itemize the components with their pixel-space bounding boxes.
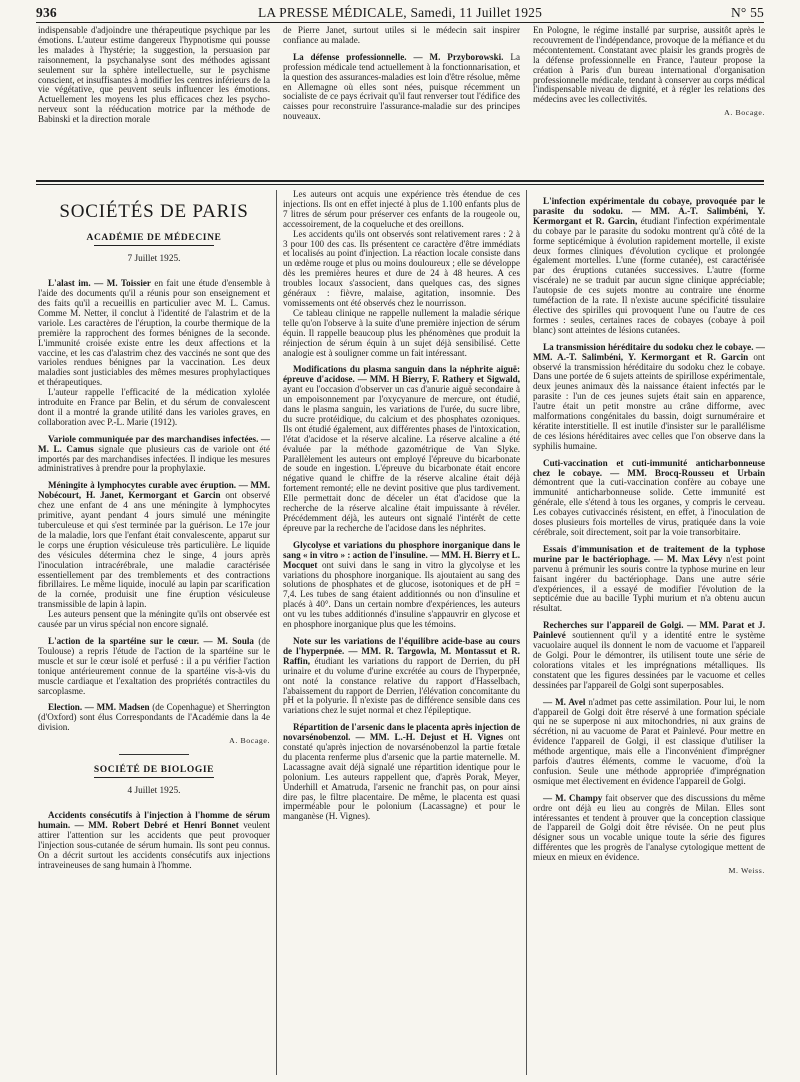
signature: A. Bocage. [229, 736, 270, 746]
article-paragraph [38, 811, 270, 870]
article-title: Modifications du plasma sanguin dans la néphrite aiguë: épreuve d'acidose. — MM. H Bierry, F. Rathery et Sigwald, [283, 364, 520, 385]
article-paragraph [38, 388, 270, 428]
article-body: (de Copenhague) et Sherrington (d'Oxford) sont élus Correspondants de l'Académie dans la 4e division. [38, 702, 270, 733]
article-title: Variole communiquée par des marchandises infectées. — M. L. Camus [38, 433, 270, 454]
article-body: Les auteurs pensent que la méningite qu'ils ont observée est causée par un virus spécial non encore signalé. [38, 609, 270, 630]
issue-number: N° 55 [730, 5, 764, 20]
column-divider [276, 190, 277, 1075]
top-column-1 [38, 26, 270, 174]
continuation-text: indispensable d'adjoindre une thérapeutique psychique par les émotions. L'auteur estime dangereux l'hypnotisme qui pousse les malades à l'hystérie; la suggestion, la persuasion par raisonnement, la psychanalyse sont des méthodes agissant seulement sur la sphère intellectuelle, sur le psychisme conscient, et insuffisantes à modifier les centres inférieurs de la vie végétative, que peuvent seuls influencer les émotions. Actuellement les moyens les plus efficaces chez les psycho-nerveux sont la rééducation motrice par la méthode de Babinski et la direction morale [38, 26, 270, 125]
continuation-text-3: En Pologne, le régime installé par surprise, aussitôt après le recouvrement de l'indépendance, provoque de la méfiance et du mécontentement. Constatant avec plaisir les grands progrès de la défense professionnelle en France, l'auteur propose la création à Paris d'un bureau international d'organisation professionnelle médicale, tendant à conserver au corps médical l'indispensable niveau de dignité, et à régler les relations des médecins avec les collectivités. [533, 26, 765, 105]
column-1 [38, 190, 270, 1078]
article-paragraph [283, 309, 520, 359]
article-paragraph [38, 435, 270, 475]
article-paragraph [38, 703, 270, 733]
article-paragraph [38, 481, 270, 610]
signature: M. Weiss. [728, 866, 765, 876]
article-body: en fait une étude d'ensemble à l'aide des documents qu'il a réunis pour son enseignement et des faits qu'il a recueillis en particulier avec M. L. Camus. Comme M. Netter, il conclut à l'identité de l'alastrim et de la variole. Les caractères de l'éruption, la courbe thermique de la première la rapprochent des formes bénignes de la seconde. L'immunité croisée existe entre les deux affections et la vaccine, et les cas d'alastrim chez des vaccinés ne sont que des varioles rendues bénignes par la vaccination. Les deux maladies sont justiciables des mêmes mesures prophylactiques et thérapeutiques. [38, 278, 270, 388]
article-title: Note sur les variations de l'équilibre acide-base au cours de l'hyperpnée. — MM. R. Targowla, M. Montassut et R. Raffin, [283, 635, 520, 666]
continuation-text-2: de Pierre Janet, surtout utiles si le médecin sait inspirer confiance au malade. [283, 26, 520, 45]
session-date: 7 Juillet 1925. [127, 254, 181, 265]
column-3 [533, 190, 765, 1078]
article-paragraph [283, 365, 520, 533]
article-title: L'action de la spartéine sur le cœur. — M. Soula [48, 635, 254, 646]
article-body: étudiant les variations du rapport de Derrien, du pH urinaire et du volume d'urine excrétée au cours de l'hyperpnée, ont noté la constance relative du rapport d'Hasselbach, l'abaissement du rapport de Derrien, l'élévation concomitante du pH et la polyurie. Il n'existe pas de différence sensible dans ces variations chez le sujet normal et chez l'épileptique. [283, 655, 520, 716]
article-title: Accidents consécutifs à l'injection à l'homme de sérum humain. — MM. Robert Debré et Henri Bonnet [38, 810, 270, 830]
column-2 [283, 190, 520, 1078]
article-body: ont observé chez une enfant de 4 ans une méningite à lymphocytes primitive, ayant pendant 4 jours simulé une méningite tuberculeuse et qui s'est terminée par la guérison. Le 17e jour de la maladie, lors que l'enfant était convalescente, apparut sur le corps une éruption vésiculeuse très particulière. Le liquide des vésicules détermina chez le singe, 4 jours après l'inoculation intracérébrale, une maladie caractérisée essentiellement par des tremblements et des contractions fibrillaires. Le même liquide, inoculé au lapin par scarification de la cornée, produisit une fine éruption vésiculeuse transmissible de lapin à lapin. [38, 490, 270, 610]
article-body: fait observer que des discussions du même ordre ont déjà eu lieu au congrès de Milan. Elles sont intéressantes et tendent à prouver que la conception classique de l'appareil de Golgi doit être révisée. On ne peut plus désigner sous un vocable unique toute la série des figures différentes que les progrès de l'analyse cytologique mettent de mieux en mieux en évidence. [533, 792, 765, 863]
article-paragraph [283, 541, 520, 630]
article-paragraph [283, 230, 520, 309]
article-title: La défense professionnelle. — M. Przyborowski. [293, 51, 504, 62]
article-paragraph [283, 723, 520, 822]
article-title: Essais d'immunisation et de traitement de la typhose murine par le bactériophage. — M. Max Lévy [533, 543, 765, 564]
article-body: ont suivi dans le sang in vitro la glycolyse et les variations du phosphore inorganique. Ils ajoutaient au sang des solutions de phosphates et de glucose, isotoniques et de pH = 7,4. Les tubes de sang étaient additionnés ou non d'insuline et placés à 40°. Dans un certain nombre d'expériences, les auteurs ont vu les tubes additionnés d'insuline s'appauvrir en glycose et en phosphore inorganique plus que les témoins. [283, 559, 520, 630]
article-body: soutiennent qu'il y a identité entre le système vacuolaire auquel ils donnent le nom de vacuome et l'appareil de Golgi. Pour le démontrer, ils utilisent toute une série de colorations vitales et les imprégnations métalliques. Ils constatent que les figures dessinées par le vacuome et celles dessinées par l'appareil de Golgi sont superposables. [533, 630, 765, 690]
article-title: La transmission héréditaire du sodoku chez le cobaye. — MM. A.-T. Salimbéni, Y. Kermorgant et R. Garcin [533, 341, 765, 362]
signature: A. Bocage. [724, 108, 765, 118]
article-body: L'auteur rappelle l'efficacité de la médication xylolée introduite en France par Belin, et du sérum de convalescent dont il a montré la grande utilité dans les varioles graves, en collaboration avec P.-L. Marie (1912). [38, 387, 270, 427]
article-body: signale que plusieurs cas de variole ont été importés par des marchandises infectées. Il indique les mesures administratives à prendre pour la prophylaxie. [38, 443, 270, 474]
article-body: La profession médicale tend actuellement à la fonctionnarisation, et la question des assurances-maladies est loin d'être résolue, même en Allemagne où elles sont nées, puisque récemment un socialiste de ce pays écrivait qu'il faut renverser tout l'édifice des caisses pour reconstruire l'assurance-maladie sur des principes nouveaux. [283, 51, 520, 122]
article-paragraph [38, 637, 270, 696]
article-paragraph [533, 621, 765, 690]
top-column-2 [283, 26, 520, 174]
header-rule [36, 22, 764, 23]
session-date: 4 Juillet 1925. [127, 785, 181, 796]
article-body: ayant eu l'occasion d'observer un cas d'anurie aiguë secondaire à un empoisonnement par l'oxycyanure de mercure, ont étudié, dans le plasma sanguin, les variations de l'urée, du sucre libre, du sucre protéidique, du calcium et des phosphates ozoniques. Ils ont étudié également, aux différentes phases de l'intoxication, l'état d'acidose et la réserve alcaline. La réserve alcaline a été évaluée par la méthode gazométrique de Van Slyke. Parallèlement les auteurs ont employé l'épreuve du bicarbonate de soude en ingestion. L'épreuve du bicarbonate était encore négative quand le chiffre de la réserve alcaline était déjà fortement remonté; elle ne devint positive que plus tardivement. Elle permettait donc de déceler un état d'acidose que la recherche de la réserve alcaline était impuissante à révéler. Précédemment déjà, les auteurs ont signalé l'intérêt de cette épreuve par la recherche de l'acidose dans les néphrites. [283, 384, 520, 533]
article-body: démontrent que la cuti-vaccination confère au cobaye une immunité anticharbonneuse solide. Cette immunité est générale, elle s'étend à tous les organes, y compris le cerveau. Les cobayes cutivaccinés résistent, en effet, à l'inoculation de doses plusieurs fois mortelles de virus, pratiquée dans la voie cérébrale, soit directement, soit par la voie transorbitaire. [533, 477, 765, 537]
article-title: Recherches sur l'appareil de Golgi. — MM. Parat et J. Painlevé [533, 620, 765, 641]
section-title: SOCIÉTÉS DE PARIS [59, 201, 249, 222]
article-title: L'alast im. — M. Toissier [48, 278, 151, 289]
article-body: ont observé la transmission héréditaire du sodoku chez le cobaye. Dans une portée de 6 sujets atteints de spirillose expérimentale, deux jeunes animaux dès la naissance étaient infectés par le parasite : l'un de ces jeunes sujets était sain en apparence, l'autre était un petit monstre au crâne difforme, avec malformations congénitales du bassin, doigt surnuméraire et kératite interstitielle. Il est inutile d'insister sur le parallélisme de ces lésions héréditaires avec celles que l'on observe dans la syphilis humaine. [533, 351, 765, 451]
top-column-3 [533, 26, 765, 176]
page-header [36, 2, 764, 22]
article-paragraph [533, 698, 765, 787]
column-divider [526, 190, 527, 1075]
article-paragraph [283, 190, 520, 230]
article-title: — M. Avel [543, 696, 586, 707]
journal-title: LA PRESSE MÉDICALE, Samedi, 11 Juillet 1925 [257, 5, 543, 20]
article-body: étudiant l'infection expérimentale du cobaye par le parasite du sodoku montrent qu'à côté de la forme septicémique à évolution rapidement mortelle, il existe deux formes cliniques d'évolution cyclique et prolongée également mortelles. L'une (forme cutanée), est caractérisée par des éruptions cutanées successives. L'autre (forme viscérale) ne se traduit par aucun signe clinique appréciable; l'autopsie de ces sujets montre au contraire une énorme tuméfaction de la rate. Il n'existe aucune spécificité tissulaire élective des spirilles qui provoquent l'une ou l'autre de ces formes : seules, certaines races de cobayes (cobaye à poil blanc) sont atteintes de lésions cutanées. [533, 215, 765, 335]
article-body: Les accidents qu'ils ont observés sont relativement rares : 2 à 3 pour 100 des cas. Ils présentent ce caractère d'être immédiats et localisés au point d'injection. La réaction locale consiste dans un œdème rouge et plus ou moins douloureux ; elle se développe dès les premières heures et dure de 24 à 48 heures. A ces troubles locaux s'associent, dans quelques cas, des signes généraux : fièvre, malaise, agitation, insomnie. Des vomissements ont été observés chez le nourrisson. [283, 228, 520, 308]
section-rule-thin [36, 184, 764, 185]
article-title: L'infection expérimentale du cobaye, provoquée par le parasite du sodoku. — MM. A.-T. Salimbéni, Y. Kermorgant et R. Garcin, [533, 196, 765, 226]
article-body: Les auteurs ont acquis une expérience très étendue de ces injections. Ils ont en effet injecté à plus de 1.100 enfants plus de 7 litres de sérum pour préserver ces enfants de la rougeole ou, accessoirement, de la coqueluche et des oreillons. [283, 190, 520, 229]
article-paragraph [533, 343, 765, 452]
article-paragraph [38, 279, 270, 388]
article-title: Méningite à lymphocytes curable avec éruption. — MM. Nobécourt, H. Janet, Kermorgant et Garcin [38, 480, 270, 501]
article-title: Cuti-vaccination et cuti-immunité anticharbonneuse chez le cobaye. — MM. Brocq-Rousseu et Urbain [533, 457, 765, 478]
article-body: (de Toulouse) a repris l'étude de l'action de la spartéine sur le muscle et sur le cœur isolé et perfusé : il a pu vérifier l'action tonique antérieurement connue de la spartéine vis-à-vis du muscle cardiaque et l'exaltation des propriétés contractiles du sarcoplasme. [38, 635, 270, 696]
article-body: n'admet pas cette assimilation. Pour lui, le nom d'appareil de Golgi doit être réservé à une formation spéciale qui ne se superpose ni aux mitochondries, ni aux grains de sécrétion, ni au vacuome de Parat et Painlevé. Pour mettre en évidence l'appareil de Golgi, il est classique d'utiliser la méthode argentique, mais elle a l'inconvénient d'imprégner parfois d'autres éléments, comme le vacuome, d'où la confusion. Seule une méthode appropriée d'imprégnation osmique met électivement en évidence l'appareil de Golgi. [533, 696, 765, 786]
article-body: n'est point parvenu à prémunir les souris contre la typhose murine en leur faisant ingérer du bactériophage. Dans une autre série d'expériences, il a essayé de modifier l'évolution de la septicémie due au bacille Typhi murium et n'a obtenu aucun résultat. [533, 553, 765, 614]
article-paragraph [38, 610, 270, 630]
article-paragraph [533, 545, 765, 614]
article-title: Election. — MM. Madsen [48, 702, 150, 713]
article-paragraph [533, 459, 765, 538]
article-paragraph [533, 794, 765, 863]
article-body: ont constaté qu'après injection de novarsénobenzol la partie fœtale du placenta renferme plus d'arsenic que la partie maternelle. M. Lacassagne avait déjà signalé une répartition identique pour le polonium. Les auteurs rappellent que, d'après Porak, Meyer, Underhill et Amatruda, l'arsenic ne franchit pas, on pour ainsi dire pas, le filtre placentaire. De même, le placenta est quasi imperméable pour le polonium (Lacassagne) et pour le manganèse (H. Vignes). [283, 732, 520, 822]
society-heading: ACADÉMIE DE MÉDECINE [86, 232, 222, 243]
section-rule-thick [36, 180, 764, 182]
article-paragraph [283, 637, 520, 716]
article-body: veulent attirer l'attention sur les accidents que peut provoquer l'injection sous-cutanée de sérum humain. Ils sont peu connus. On a décrit surtout les accidents consécutifs aux injections intraveineuses de sang humain à l'homme. [38, 820, 270, 870]
article-title: Répartition de l'arsenic dans le placenta après injection de novarsénobenzol. — MM. L.-H. Dejust et H. Vignes [283, 722, 520, 743]
article-title: — M. Champy [543, 792, 603, 803]
article-paragraph [533, 197, 765, 336]
page-number: 936 [36, 5, 57, 20]
article-title: Glycolyse et variations du phosphore inorganique dans le sang « in vitro » : action de l'insuline. — MM. H. Bierry et L. Mocquet [283, 539, 520, 570]
society-heading: SOCIÉTÉ DE BIOLOGIE [93, 764, 215, 775]
article-body: Ce tableau clinique ne rappelle nullement la maladie sérique telle qu'on l'observe à la suite d'une première injection de sérum équin. Il rappelle beaucoup plus les phénomènes que produit la réinjection de sérum équin à un sujet déjà sensibilisé. Cette analogie est à souligner comme un fait intéressant. [283, 307, 520, 358]
